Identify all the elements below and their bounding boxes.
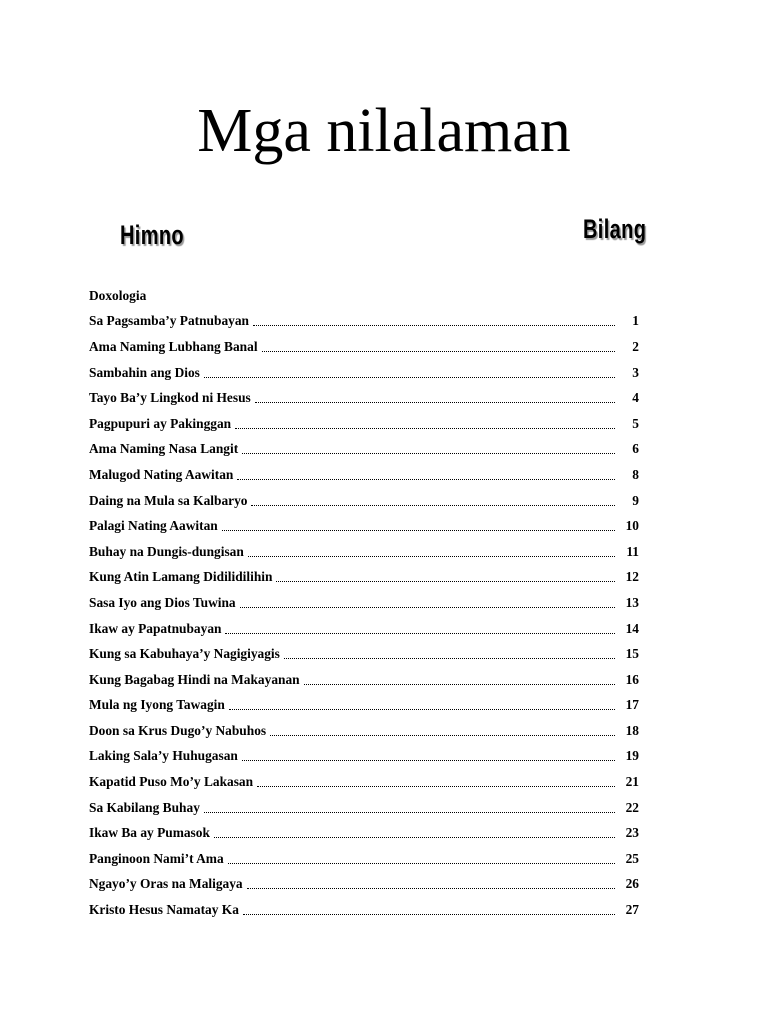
toc-dot-leader	[276, 569, 615, 585]
toc-entry-number: 16	[625, 671, 639, 687]
toc-entry-number: 14	[625, 620, 639, 636]
toc-entry	[89, 309, 639, 335]
toc-dot-leader	[237, 467, 615, 483]
toc-entry-title: Buhay na Dungis-dungisan	[89, 543, 244, 559]
toc-entry	[89, 411, 639, 437]
toc-entry-number: 26	[625, 876, 639, 892]
toc-entry	[89, 846, 639, 872]
toc-entry-number: 27	[625, 902, 639, 918]
toc-entry-number: 8	[632, 466, 639, 482]
toc-entry-number: 1	[632, 313, 639, 329]
toc-dot-leader	[257, 774, 615, 790]
toc-entry-title: Sa Pagsamba’y Patnubayan	[89, 313, 249, 329]
toc-entry	[89, 897, 639, 923]
toc-entry-number: 19	[625, 748, 639, 764]
toc-entry-title: Kung Atin Lamang Didilidilihin	[89, 569, 273, 585]
toc-entry	[89, 795, 639, 821]
toc-entry-number: 11	[626, 543, 639, 559]
toc-entry-number: 17	[625, 697, 639, 713]
toc-entry	[89, 539, 639, 565]
toc-dot-leader	[229, 697, 615, 713]
toc-entry	[89, 693, 639, 719]
toc-entry	[89, 616, 639, 642]
toc-entry	[89, 462, 639, 488]
toc-entry-title: Daing na Mula sa Kalbaryo	[89, 492, 248, 508]
toc-entry-title: Kristo Hesus Namatay Ka	[89, 902, 239, 918]
toc-entry	[89, 283, 639, 309]
toc-entry-title: Ikaw ay Papatnubayan	[89, 620, 222, 636]
toc-dot-leader	[242, 441, 615, 457]
toc-dot-leader	[225, 621, 615, 637]
toc-entry-number: 6	[632, 441, 639, 457]
toc-entry-title: Pagpupuri ay Pakinggan	[89, 415, 232, 431]
toc-entry-number: 21	[625, 774, 639, 790]
toc-entry	[89, 360, 639, 386]
toc-entry	[89, 718, 639, 744]
toc-entry-title: Doxologia	[89, 287, 147, 303]
toc-entry	[89, 437, 639, 463]
toc-entry	[89, 590, 639, 616]
toc-entry-title: Kung sa Kabuhaya’y Nagigiyagis	[89, 646, 280, 662]
toc-dot-leader	[251, 493, 615, 509]
page-title: Mga nilalaman	[197, 97, 571, 165]
toc-entry-title: Ama Naming Nasa Langit	[89, 441, 239, 457]
toc-entry	[89, 820, 639, 846]
toc-entry-number: 9	[632, 492, 639, 508]
column-header-himno: Himno	[120, 220, 185, 250]
toc-entry	[89, 385, 639, 411]
toc-entry-title: Laking Sala’y Huhugasan	[89, 748, 238, 764]
toc-entry-title: Sasa Iyo ang Dios Tuwina	[89, 594, 236, 610]
toc-dot-leader	[222, 518, 615, 534]
toc-entry	[89, 334, 639, 360]
toc-entry-number: 12	[625, 569, 639, 585]
toc-entry-number: 25	[625, 850, 639, 866]
toc-dot-leader	[284, 646, 615, 662]
toc-entry-title: Mula ng Iyong Tawagin	[89, 697, 225, 713]
toc-entry-title: Kapatid Puso Mo’y Lakasan	[89, 774, 254, 790]
toc-entry	[89, 769, 639, 795]
toc-entry	[89, 872, 639, 898]
toc-entry-number: 3	[632, 364, 639, 380]
toc-dot-leader	[243, 902, 615, 918]
toc-entry	[89, 488, 639, 514]
toc-entry	[89, 513, 639, 539]
toc-dot-leader	[204, 365, 615, 381]
toc-dot-leader	[270, 723, 615, 739]
toc-entry-title: Ama Naming Lubhang Banal	[89, 338, 258, 354]
toc-entry-title: Ngayo’y Oras na Maligaya	[89, 876, 243, 892]
toc-dot-leader	[247, 876, 615, 892]
column-header-bilang: Bilang	[583, 214, 647, 244]
toc-dot-leader	[214, 825, 615, 841]
toc-dot-leader	[235, 416, 615, 432]
toc-entry-title: Panginoon Nami’t Ama	[89, 850, 224, 866]
toc-entry-number: 18	[625, 722, 639, 738]
toc-entry-title: Malugod Nating Aawitan	[89, 466, 234, 482]
toc-dot-leader	[248, 544, 615, 560]
toc-entry-number: 15	[625, 646, 639, 662]
toc-entry	[89, 667, 639, 693]
toc-entry-number: 5	[632, 415, 639, 431]
toc-entry-title: Sa Kabilang Buhay	[89, 799, 200, 815]
toc-dot-leader	[242, 748, 615, 764]
toc-entry-number: 2	[632, 338, 639, 354]
toc-entry-number: 22	[625, 799, 639, 815]
toc-entry-number: 4	[632, 390, 639, 406]
toc-dot-leader	[304, 672, 615, 688]
toc-entry-number: 13	[625, 594, 639, 610]
toc-entry-title: Kung Bagabag Hindi na Makayanan	[89, 671, 300, 687]
toc-entry-number: 23	[625, 825, 639, 841]
toc-entry-title: Ikaw Ba ay Pumasok	[89, 825, 210, 841]
toc-entry	[89, 565, 639, 591]
toc-dot-leader	[255, 390, 615, 406]
table-of-contents	[89, 283, 639, 923]
toc-entry-title: Tayo Ba’y Lingkod ni Hesus	[89, 390, 251, 406]
toc-entry-title: Sambahin ang Dios	[89, 364, 200, 380]
toc-dot-leader	[262, 339, 615, 355]
toc-entry	[89, 641, 639, 667]
toc-dot-leader	[204, 800, 615, 816]
toc-dot-leader	[240, 595, 615, 611]
toc-dot-leader	[228, 851, 615, 867]
toc-entry	[89, 744, 639, 770]
toc-entry-title: Palagi Nating Aawitan	[89, 518, 218, 534]
toc-dot-leader	[253, 313, 615, 329]
toc-entry-number: 10	[625, 518, 639, 534]
toc-entry-title: Doon sa Krus Dugo’y Nabuhos	[89, 722, 267, 738]
